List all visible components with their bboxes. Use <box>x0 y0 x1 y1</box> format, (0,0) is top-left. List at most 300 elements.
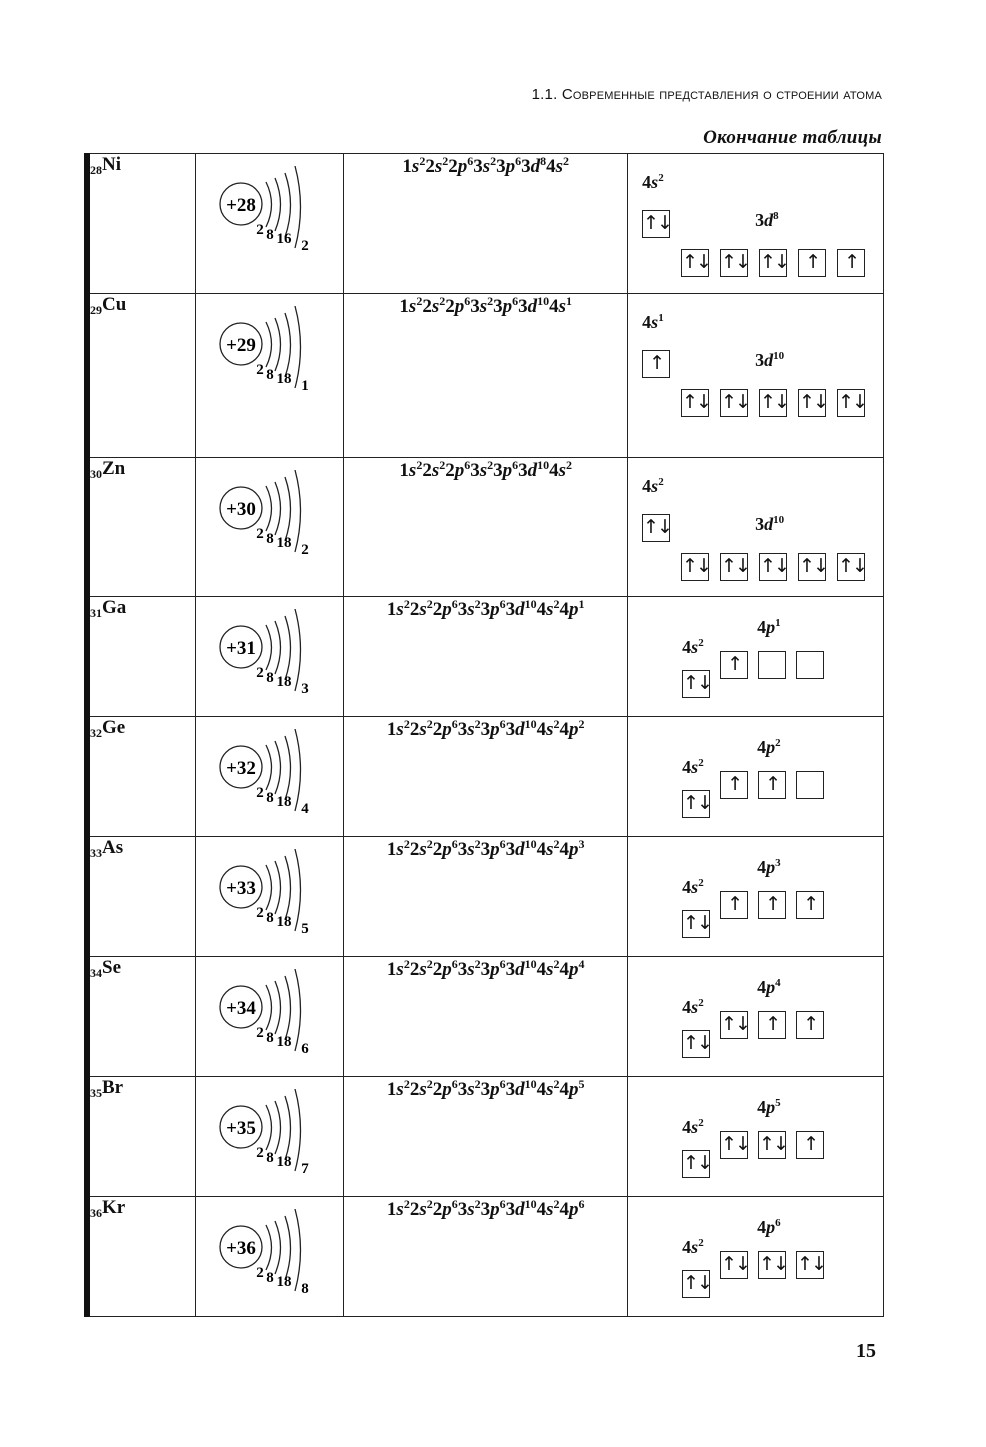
electron-shell-arc <box>295 306 301 388</box>
config-count: 5 <box>578 1077 585 1091</box>
label-letter: s <box>691 757 699 777</box>
orbital-box: ↑↓ <box>837 553 865 581</box>
config-letter: d <box>515 719 525 740</box>
config-count: 2 <box>403 1077 410 1091</box>
orbital-diagram-cell <box>628 597 884 717</box>
atom-diagram-cell <box>195 154 343 294</box>
config-letter: p <box>442 719 452 740</box>
label-level: 4 <box>757 857 767 877</box>
electron-shell-arc <box>295 1089 301 1171</box>
config-count: 6 <box>499 1197 506 1211</box>
config-letter: s <box>467 1079 475 1100</box>
config-count: 1 <box>578 597 585 611</box>
config-term <box>458 599 481 620</box>
config-level: 2 <box>409 599 420 620</box>
config-count: 2 <box>490 154 497 168</box>
element-cell <box>87 837 195 957</box>
config-count: 6 <box>451 1077 458 1091</box>
shell-electron-count: 2 <box>256 665 264 681</box>
config-letter: s <box>419 1079 427 1100</box>
label-count: 2 <box>698 1237 704 1249</box>
orbital-box: ↑↓ <box>720 553 748 581</box>
config-count: 1 <box>566 294 573 308</box>
config-letter: s <box>411 156 420 177</box>
electron-shell-arc <box>275 178 281 231</box>
config-level: 4 <box>549 460 559 481</box>
electron-shell-arc <box>275 1101 281 1154</box>
config-level: 4 <box>559 959 570 980</box>
element-cell <box>87 597 195 717</box>
element-symbol: Ge <box>102 717 126 738</box>
orbital-box: ↑↓ <box>682 1270 710 1298</box>
config-letter: p <box>569 719 579 740</box>
config-level: 4 <box>536 839 547 860</box>
config-term <box>481 719 506 740</box>
config-count: 6 <box>499 837 506 851</box>
config-term <box>518 296 549 317</box>
atomic-number: 33 <box>90 846 102 860</box>
label-level: 4 <box>642 172 652 192</box>
config-level: 3 <box>505 719 516 740</box>
config-term <box>433 839 458 860</box>
config-level: 3 <box>480 959 491 980</box>
config-count: 2 <box>426 837 433 851</box>
orbital-box: ↑↓ <box>720 249 748 277</box>
element-row <box>87 458 884 597</box>
orbital-box <box>758 651 786 679</box>
config-letter: s <box>467 959 475 980</box>
electron-shell-arc <box>266 1225 272 1270</box>
config-term <box>387 719 410 740</box>
shell-electron-count: 16 <box>276 231 292 247</box>
config-term <box>448 156 473 177</box>
label-letter: s <box>651 476 659 496</box>
config-count: 2 <box>439 294 446 308</box>
label-count: 1 <box>658 312 664 324</box>
label-letter: s <box>691 1237 699 1257</box>
electron-shell-arc <box>275 318 281 371</box>
element-cell <box>87 957 195 1077</box>
label-level: 4 <box>682 1237 692 1257</box>
orbital-label <box>757 1097 781 1118</box>
config-level: 4 <box>536 719 547 740</box>
config-count: 2 <box>439 458 446 472</box>
electron-shell-arc <box>275 482 281 535</box>
config-count: 6 <box>451 717 458 731</box>
element-row <box>87 1197 884 1317</box>
label-count: 2 <box>698 1117 704 1129</box>
shell-electron-count: 2 <box>256 1265 264 1281</box>
config-letter: p <box>569 959 579 980</box>
shell-electron-count: 2 <box>256 362 264 378</box>
config-letter: s <box>396 959 404 980</box>
config-term <box>458 719 481 740</box>
config-level: 3 <box>480 599 491 620</box>
config-letter: p <box>569 1199 579 1220</box>
config-level: 2 <box>432 839 443 860</box>
config-letter: d <box>527 296 538 317</box>
config-term <box>458 1079 481 1100</box>
atomic-number: 29 <box>90 303 102 317</box>
shell-electron-count: 8 <box>266 367 274 383</box>
config-level: 1 <box>386 959 397 980</box>
atom-shell-diagram <box>218 609 328 705</box>
atom-shell-diagram <box>218 969 328 1065</box>
electron-shell-arc <box>266 745 272 790</box>
config-term <box>549 460 572 481</box>
label-level: 3 <box>755 210 765 230</box>
config-level: 1 <box>399 296 409 317</box>
config-level: 1 <box>399 460 409 481</box>
config-level: 3 <box>493 296 503 317</box>
orbital-label <box>755 210 779 231</box>
config-count: 6 <box>578 1197 585 1211</box>
shell-electron-count: 8 <box>301 1281 309 1297</box>
label-count: 2 <box>775 737 781 749</box>
config-level: 3 <box>518 460 528 481</box>
element-row <box>87 154 884 294</box>
orbital-label <box>757 1217 781 1238</box>
config-letter: d <box>527 460 538 481</box>
config-count: 2 <box>487 458 494 472</box>
shell-electron-count: 18 <box>276 1154 292 1170</box>
shell-electron-count: 8 <box>266 227 274 243</box>
config-level: 3 <box>521 156 531 177</box>
shell-electron-count: 8 <box>266 1270 274 1286</box>
electron-shell-arc <box>266 486 272 531</box>
atom-shell-diagram <box>218 1089 328 1185</box>
config-count: 2 <box>474 837 481 851</box>
config-level: 3 <box>493 460 503 481</box>
shell-electron-count: 8 <box>266 531 274 547</box>
atom-diagram-cell <box>195 294 343 458</box>
orbital-label <box>682 877 704 898</box>
orbital-label <box>642 312 664 333</box>
element-cell <box>87 1197 195 1317</box>
config-count: 2 <box>474 597 481 611</box>
orbital-box: ↑↓ <box>798 389 826 417</box>
orbital-diagram-cell <box>628 717 884 837</box>
config-letter: p <box>454 460 465 481</box>
shell-electron-count: 18 <box>276 1034 292 1050</box>
electron-shell-arc <box>285 477 291 541</box>
electron-configuration <box>344 458 628 597</box>
orbital-box: ↑ <box>796 891 824 919</box>
config-term <box>537 839 560 860</box>
orbital-box: ↑ <box>796 1011 824 1039</box>
orbital-diagram-cell <box>628 154 884 294</box>
config-term <box>560 1079 585 1100</box>
config-letter: s <box>479 460 488 481</box>
label-level: 4 <box>642 476 652 496</box>
config-term <box>537 719 560 740</box>
shell-electron-count: 2 <box>301 238 309 254</box>
orbital-box: ↑ <box>720 771 748 799</box>
label-letter: d <box>764 514 774 534</box>
config-term <box>458 839 481 860</box>
config-term <box>387 1199 410 1220</box>
shell-electron-count: 18 <box>276 914 292 930</box>
shell-electron-count: 6 <box>301 1041 309 1057</box>
orbital-box: ↑ <box>798 249 826 277</box>
config-letter: s <box>467 719 475 740</box>
orbital-box: ↑↓ <box>759 389 787 417</box>
label-count: 2 <box>658 172 664 184</box>
orbital-box: ↑↓ <box>682 1150 710 1178</box>
config-letter: s <box>546 959 554 980</box>
label-count: 5 <box>775 1097 781 1109</box>
electron-configuration <box>344 717 628 837</box>
config-term <box>506 959 537 980</box>
config-letter: s <box>482 156 491 177</box>
shell-electron-count: 2 <box>256 222 264 238</box>
config-letter: s <box>434 156 443 177</box>
config-level: 2 <box>409 959 420 980</box>
config-count: 6 <box>451 837 458 851</box>
orbital-diagram-cell <box>628 294 884 458</box>
config-letter: s <box>467 1199 475 1220</box>
config-letter: s <box>431 460 440 481</box>
electron-shell-arc <box>285 616 291 680</box>
shell-electron-count: 8 <box>266 790 274 806</box>
config-term <box>410 839 433 860</box>
config-level: 1 <box>402 156 412 177</box>
config-level: 4 <box>559 719 570 740</box>
config-term <box>506 839 537 860</box>
config-term <box>458 1199 481 1220</box>
config-count: 6 <box>464 458 471 472</box>
config-level: 4 <box>536 599 547 620</box>
orbital-box: ↑↓ <box>682 670 710 698</box>
config-count: 2 <box>563 154 570 168</box>
electron-shell-arc <box>285 856 291 920</box>
label-count: 2 <box>658 476 664 488</box>
label-level: 3 <box>755 514 765 534</box>
atomic-number: 36 <box>90 1206 102 1220</box>
config-count: 6 <box>451 957 458 971</box>
shell-electron-count: 2 <box>256 905 264 921</box>
config-term <box>560 1199 585 1220</box>
config-term <box>537 1199 560 1220</box>
label-count: 4 <box>775 977 781 989</box>
config-count: 2 <box>474 1077 481 1091</box>
element-cell <box>87 458 195 597</box>
config-level: 3 <box>505 1199 516 1220</box>
electron-shell-arc <box>295 166 301 248</box>
label-count: 8 <box>773 210 779 222</box>
config-count: 2 <box>419 154 426 168</box>
config-count: 2 <box>578 717 585 731</box>
config-count: 10 <box>537 294 550 308</box>
config-letter: p <box>490 719 500 740</box>
config-term <box>518 460 549 481</box>
config-level: 4 <box>549 296 559 317</box>
config-term <box>470 296 493 317</box>
config-count: 10 <box>524 957 537 971</box>
label-letter: s <box>691 637 699 657</box>
electron-shell-arc <box>285 736 291 800</box>
orbital-label <box>682 1237 704 1258</box>
label-letter: p <box>766 1217 776 1237</box>
orbital-label <box>682 757 704 778</box>
config-letter: d <box>515 959 525 980</box>
orbital-label <box>682 637 704 658</box>
element-symbol: Kr <box>102 1197 126 1218</box>
config-letter: s <box>546 719 554 740</box>
config-count: 2 <box>553 597 560 611</box>
config-level: 2 <box>432 719 443 740</box>
orbital-box: ↑↓ <box>798 553 826 581</box>
label-level: 4 <box>642 312 652 332</box>
config-term <box>560 599 585 620</box>
atomic-number: 35 <box>90 1086 102 1100</box>
config-letter: s <box>396 1199 404 1220</box>
orbital-diagram-cell <box>628 957 884 1077</box>
orbital-box: ↑↓ <box>720 389 748 417</box>
config-letter: s <box>396 1079 404 1100</box>
config-term <box>506 599 537 620</box>
config-count: 2 <box>487 294 494 308</box>
electron-configuration <box>344 154 628 294</box>
config-term <box>506 1079 537 1100</box>
nucleus-charge: +30 <box>225 499 256 520</box>
orbital-box <box>796 651 824 679</box>
config-level: 1 <box>386 1079 397 1100</box>
config-count: 2 <box>416 458 423 472</box>
config-level: 3 <box>480 1199 491 1220</box>
label-letter: p <box>766 857 776 877</box>
electron-shell-arc <box>266 865 272 910</box>
orbital-box: ↑ <box>720 651 748 679</box>
electron-shell-arc <box>275 861 281 914</box>
config-letter: p <box>490 1199 500 1220</box>
shell-electron-count: 2 <box>256 1145 264 1161</box>
config-letter: p <box>505 156 516 177</box>
config-term <box>537 959 560 980</box>
atomic-number: 30 <box>90 467 102 481</box>
config-term <box>422 460 445 481</box>
config-letter: p <box>454 296 465 317</box>
nucleus-charge: +28 <box>225 195 256 216</box>
config-level: 2 <box>445 460 455 481</box>
orbital-box: ↑↓ <box>681 553 709 581</box>
label-letter: d <box>764 350 774 370</box>
config-term <box>473 156 496 177</box>
config-term <box>410 719 433 740</box>
atomic-number: 34 <box>90 966 102 980</box>
orbital-box: ↑↓ <box>682 910 710 938</box>
config-level: 4 <box>559 1079 570 1100</box>
config-letter: p <box>442 839 452 860</box>
label-level: 4 <box>682 1117 692 1137</box>
config-level: 1 <box>386 599 397 620</box>
config-letter: s <box>555 156 564 177</box>
label-letter: s <box>651 172 659 192</box>
config-letter: d <box>515 839 525 860</box>
shell-electron-count: 18 <box>276 674 292 690</box>
atomic-number: 32 <box>90 726 102 740</box>
element-row <box>87 957 884 1077</box>
orbital-label <box>642 476 664 497</box>
label-level: 4 <box>757 977 767 997</box>
orbital-label <box>642 172 664 193</box>
config-term <box>445 296 470 317</box>
label-letter: p <box>766 737 776 757</box>
config-term <box>521 156 546 177</box>
label-letter: d <box>764 210 774 230</box>
orbital-diagram-cell <box>628 1197 884 1317</box>
config-count: 6 <box>512 294 519 308</box>
orbital-label <box>755 350 784 371</box>
config-letter: s <box>546 599 554 620</box>
config-letter: s <box>431 296 440 317</box>
config-level: 4 <box>536 1199 547 1220</box>
atomic-number: 28 <box>90 163 102 177</box>
config-count: 6 <box>451 1197 458 1211</box>
config-count: 2 <box>426 957 433 971</box>
electron-shell-arc <box>266 1105 272 1150</box>
electron-shell-arc <box>285 313 291 377</box>
config-letter: s <box>396 839 404 860</box>
orbital-box: ↑↓ <box>642 210 670 238</box>
config-letter: s <box>467 839 475 860</box>
shell-electron-count: 8 <box>266 1030 274 1046</box>
label-count: 10 <box>773 350 785 362</box>
atom-diagram-cell <box>195 1197 343 1317</box>
config-count: 10 <box>537 458 550 472</box>
orbital-label <box>757 737 781 758</box>
shell-electron-count: 2 <box>256 1025 264 1041</box>
config-term <box>433 599 458 620</box>
config-term <box>410 959 433 980</box>
electron-shell-arc <box>275 741 281 794</box>
config-level: 3 <box>505 1079 516 1100</box>
config-level: 2 <box>432 1079 443 1100</box>
shell-electron-count: 2 <box>256 526 264 542</box>
config-count: 2 <box>403 957 410 971</box>
config-term <box>410 1199 433 1220</box>
config-level: 4 <box>559 599 570 620</box>
config-level: 2 <box>432 959 443 980</box>
orbital-box: ↑↓ <box>720 1131 748 1159</box>
config-count: 2 <box>474 717 481 731</box>
label-count: 6 <box>775 1217 781 1229</box>
electron-configuration <box>344 294 628 458</box>
config-term <box>410 1079 433 1100</box>
config-level: 2 <box>409 1079 420 1100</box>
element-symbol: Zn <box>102 458 126 479</box>
nucleus-charge: +31 <box>225 638 256 659</box>
config-letter: d <box>515 1079 525 1100</box>
label-level: 4 <box>757 1217 767 1237</box>
config-letter: s <box>408 296 417 317</box>
config-level: 1 <box>386 839 397 860</box>
label-count: 2 <box>698 757 704 769</box>
element-row <box>87 597 884 717</box>
nucleus-charge: +36 <box>225 1238 256 1259</box>
config-letter: s <box>546 839 554 860</box>
config-level: 3 <box>480 1079 491 1100</box>
orbital-box: ↑ <box>758 891 786 919</box>
config-letter: s <box>558 460 567 481</box>
config-term <box>506 1199 537 1220</box>
config-level: 3 <box>457 1079 468 1100</box>
config-count: 2 <box>474 1197 481 1211</box>
config-count: 2 <box>426 1077 433 1091</box>
shell-electron-count: 5 <box>301 921 309 937</box>
config-count: 10 <box>524 597 537 611</box>
electron-shell-arc <box>285 1096 291 1160</box>
